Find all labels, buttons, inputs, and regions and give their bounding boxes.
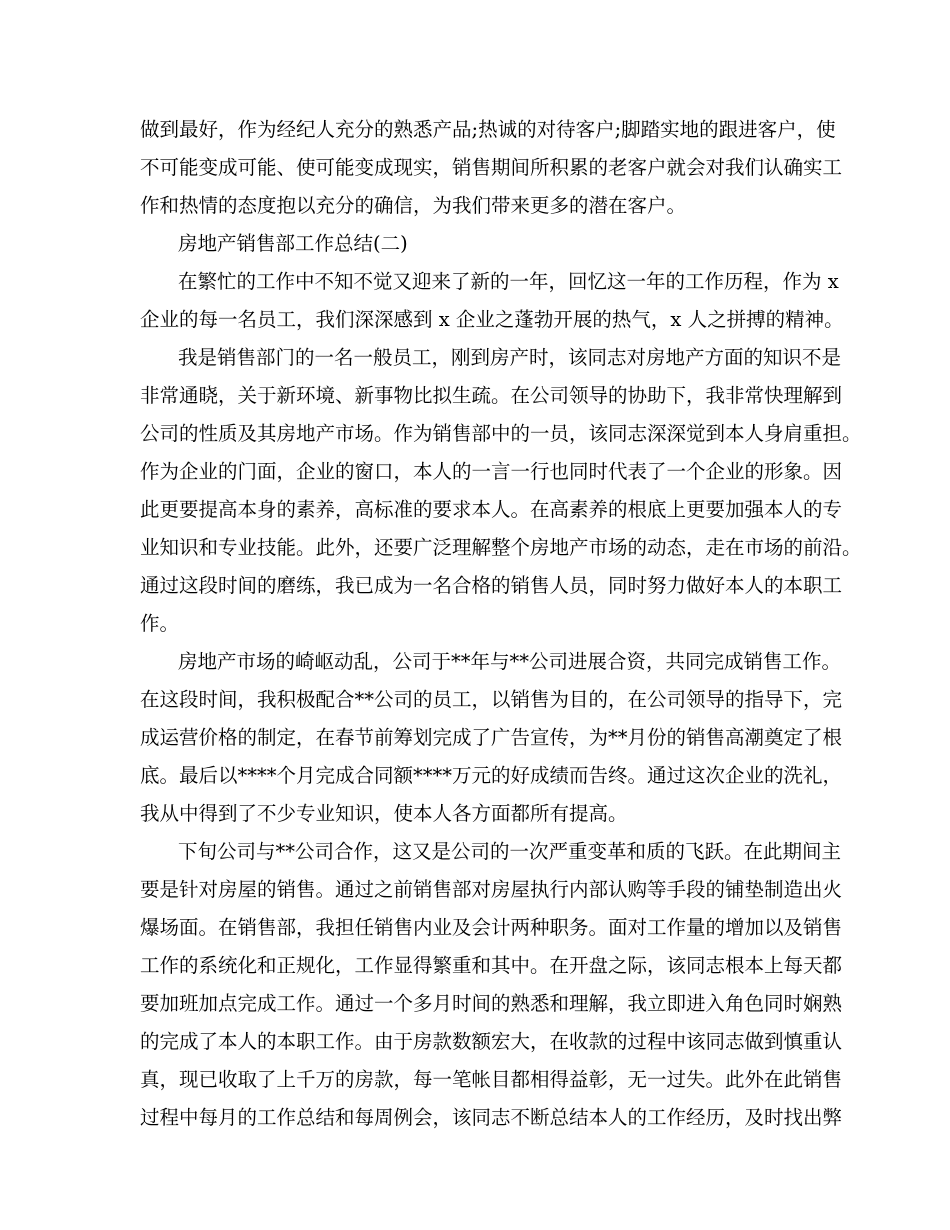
text-line: 作和热情的态度抱以充分的确信，为我们带来更多的潜在客户。 bbox=[140, 194, 687, 217]
text-line: 做到最好，作为经纪人充分的熟悉产品;热诚的对待客户;脚踏实地的跟进客户，使 bbox=[140, 118, 836, 141]
text-line: 通过这段时间的磨练，我已成为一名合格的销售人员，同时努力做好本人的本职工 bbox=[140, 574, 843, 597]
text-line: 我从中得到了不少专业知识，使本人各方面都所有提高。 bbox=[140, 802, 628, 825]
text-line: 非常通晓，关于新环境、新事物比拟生疏。在公司领导的协助下，我非常快理解到 bbox=[140, 384, 843, 407]
text-line: 作。 bbox=[140, 612, 180, 635]
text-line: 企业的每一名员工，我们深深感到 x 企业之蓬勃开展的热气，x 人之拼搏的精神。 bbox=[140, 308, 844, 331]
text-line: 此更要提高本身的素养，高标准的要求本人。在高素养的根底上更要加强本人的专 bbox=[140, 498, 843, 521]
text-line: 在繁忙的工作中不知不觉又迎来了新的一年，回忆这一年的工作历程，作为 x bbox=[178, 270, 839, 293]
text-line: 要加班加点完成工作。通过一个多月时间的熟悉和理解，我立即进入角色同时娴熟 bbox=[140, 992, 843, 1015]
text-line: 房地产市场的崎岖动乱，公司于**年与**公司进展合资，共同完成销售工作。 bbox=[178, 650, 842, 673]
text-line: 过程中每月的工作总结和每周例会，该同志不断总结本人的工作经历，及时找出弊 bbox=[140, 1106, 843, 1129]
text-line: 底。最后以****个月完成合同额****万元的好成绩而告终。通过这次企业的洗礼， bbox=[140, 764, 843, 787]
text-line: 公司的性质及其房地产市场。作为销售部中的一员，该同志深深觉到本人身肩重担。 bbox=[140, 422, 862, 445]
text-line: 不可能变成可能、使可能变成现实，销售期间所积累的老客户就会对我们认确实工 bbox=[140, 156, 843, 179]
section-heading: 房地产销售部工作总结(二) bbox=[178, 232, 408, 255]
text-line: 工作的系统化和正规化，工作显得繁重和其中。在开盘之际，该同志根本上每天都 bbox=[140, 954, 843, 977]
text-line: 我是销售部门的一名一般员工，刚到房产时，该同志对房地产方面的知识不是 bbox=[178, 346, 842, 369]
text-line: 的完成了本人的本职工作。由于房款数额宏大，在收款的过程中该同志做到慎重认 bbox=[140, 1030, 843, 1053]
text-line: 作为企业的门面，企业的窗口，本人的一言一行也同时代表了一个企业的形象。因 bbox=[140, 460, 843, 483]
text-line: 成运营价格的制定，在春节前筹划完成了广告宣传，为**月份的销售高潮奠定了根 bbox=[140, 726, 843, 749]
text-line: 爆场面。在销售部，我担任销售内业及会计两种职务。面对工作量的增加以及销售 bbox=[140, 916, 843, 939]
text-line: 在这段时间，我积极配合**公司的员工，以销售为目的，在公司领导的指导下，完 bbox=[140, 688, 843, 711]
text-line: 要是针对房屋的销售。通过之前销售部对房屋执行内部认购等手段的铺垫制造出火 bbox=[140, 878, 843, 901]
text-line: 下旬公司与**公司合作，这又是公司的一次严重变革和质的飞跃。在此期间主 bbox=[178, 840, 842, 863]
text-line: 真，现已收取了上千万的房款，每一笔帐目都相得益彰，无一过失。此外在此销售 bbox=[140, 1068, 843, 1091]
text-line: 业知识和专业技能。此外，还要广泛理解整个房地产市场的动态，走在市场的前沿。 bbox=[140, 536, 862, 559]
